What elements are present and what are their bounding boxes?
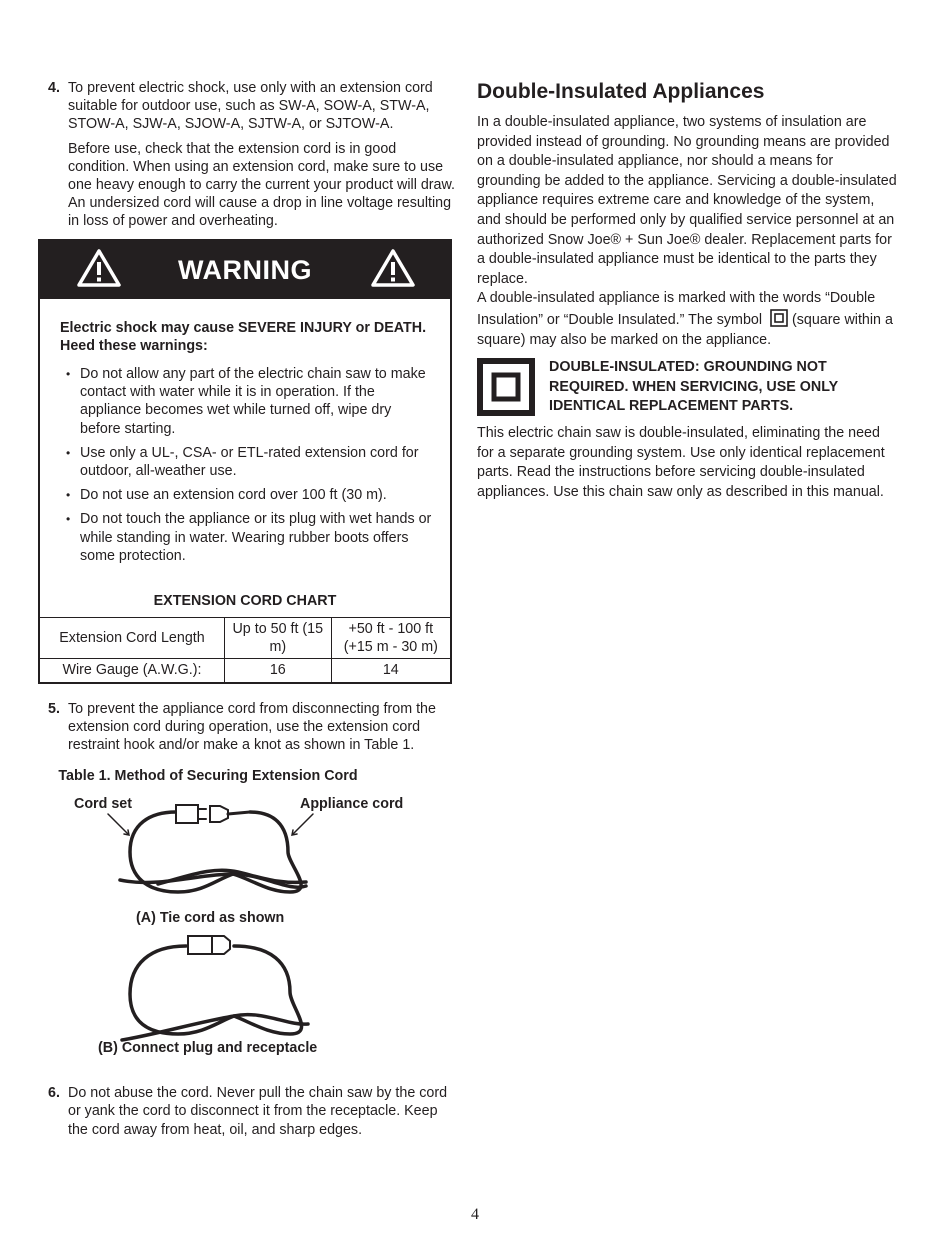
extension-cord-chart [40, 617, 450, 682]
item-number: 4. [48, 80, 60, 96]
instruction-item-6 [38, 1084, 456, 1139]
table-cell: Up to 50 ft (15 m) [225, 618, 332, 659]
extension-cord-chart-title: EXTENSION CORD CHART [153, 593, 337, 610]
left-column [38, 79, 456, 1145]
table-cell: 16 [225, 659, 332, 682]
item-5-text: To prevent the appliance cord from disconnecting from the extension cord during operation, use the extension cord restraint hook and/or make a knot as shown in Table 1. [68, 700, 436, 754]
list-item: • Do not use an extension cord over 100 ft (30 m). [60, 486, 432, 504]
warning-body [40, 299, 450, 581]
item-4-text-2: Before use, check that the extension cord is in good condition. When using an extension cord, make sure to use one heavy enough to carry the current your product will draw. An undersized cord will cause a drop in line voltage resulting in loss of power and overheating. [68, 140, 456, 230]
warning-title: WARNING [178, 254, 312, 285]
table-cell: 14 [331, 659, 450, 682]
appliance-cord-label: Appliance cord [300, 796, 404, 813]
paragraph-3: This electric chain saw is double-insulated, eliminating the need for a separate grounding system. Use only identical replacement parts. Read the instructions before servicing double-insulated appliances. Use this chain saw only as described in this manual. [477, 425, 885, 500]
page-number: 4 [471, 1206, 479, 1223]
list-item: • Do not touch the appliance or its plug with wet hands or while standing in water. Wearing rubber boots offers some protection. [60, 510, 432, 565]
warning-triangle-icon [370, 248, 416, 288]
warning-lead: Electric shock may cause SEVERE INJURY or DEATH. Heed these warnings: [60, 319, 427, 354]
warning-box [38, 239, 452, 684]
paragraph-2 [477, 289, 897, 350]
right-column [477, 79, 897, 503]
table-cell: Wire Gauge (A.W.G.): [40, 659, 225, 682]
double-insulated-note-text: DOUBLE-INSULATED: GROUNDING NOT REQUIRED. WHEN SERVICING, USE ONLY IDENTICAL REPLACEMENT PARTS. [549, 359, 838, 415]
section-heading: Double-Insulated Appliances [477, 80, 765, 103]
list-item: • Do not allow any part of the electric chain saw to make contact with water while it is in operation. If the appliance becomes wet while turned off, wipe dry before starting. [60, 365, 432, 438]
warning-header [40, 241, 450, 299]
table-1-title: Table 1. Method of Securing Extension Cord [58, 768, 358, 785]
double-insulated-large-icon [477, 358, 535, 416]
item-6-text: Do not abuse the cord. Never pull the chain saw by the cord or yank the cord to disconnect it from the receptacle. Keep the cord away from heat, oil, and sharp edges. [68, 1085, 448, 1138]
instruction-item-4 [38, 79, 456, 231]
instruction-item-5 [38, 700, 456, 755]
item-number: 5. [48, 700, 60, 717]
table-row [40, 618, 450, 659]
paragraph-2-start: A double-insulated appliance is marked with the words “Double Insulation” or “Double Insulated.” The symbol [477, 290, 876, 328]
caption-b: (B) Connect plug and receptacle [98, 1040, 318, 1057]
caption-a: (A) Tie cord as shown [136, 910, 285, 927]
item-number: 6. [48, 1085, 60, 1102]
table-row [40, 659, 450, 682]
warning-list [60, 365, 432, 565]
table-cell: +50 ft - 100 ft (+15 m - 30 m) [331, 618, 450, 659]
double-insulated-symbol-icon [770, 309, 788, 327]
cord-securing-figure [38, 784, 456, 1084]
tied-cord-diagram [38, 784, 456, 1084]
paragraph-1: In a double-insulated appliance, two systems of insulation are provided instead of grounding. No grounding means are provided on a double-insulated appliance, nor should a means for grounding be added to the appliance. Servicing a double-insulated appliance requires extreme care and knowledge of the system, and should be performed only by qualified service personnel at an authorized Snow Joe® + Sun Joe® dealer. Replacement parts for a double-insulated appliance must be identical to the parts they replace. [477, 114, 897, 287]
cord-set-label: Cord set [74, 796, 132, 813]
list-item: • Use only a UL-, CSA- or ETL-rated extension cord for outdoor, all-weather use. [60, 444, 432, 480]
double-insulated-note [477, 358, 897, 416]
table-cell: Extension Cord Length [40, 618, 225, 659]
item-4-text: To prevent electric shock, use only with an extension cord suitable for outdoor use, such as SW-A, SOW-A, STW-A, STOW-A, SJW-A, SJOW-A, SJTW-A, or SJTOW-A. [68, 80, 433, 133]
paragraph-2-end: (square within a square) may also be marked on the appliance. [477, 311, 893, 348]
